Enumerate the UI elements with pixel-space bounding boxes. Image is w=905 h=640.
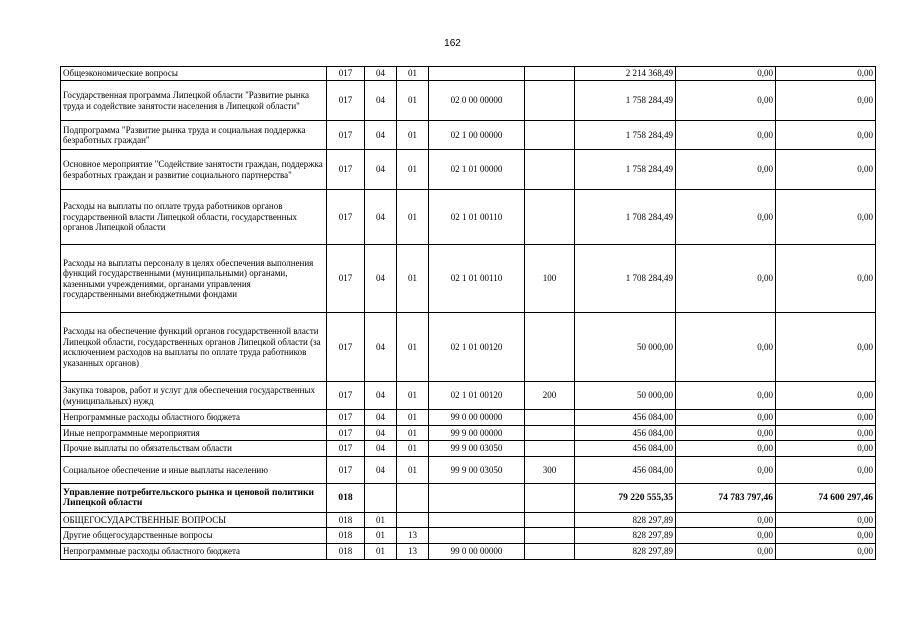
cell-target-article: 02 0 00 00000: [429, 81, 525, 121]
cell-sum-2: 0,00: [676, 150, 776, 190]
cell-sum-3: 0,00: [776, 150, 876, 190]
cell-ved-code: 017: [327, 410, 365, 426]
cell-sum-1: 1 708 284,49: [575, 245, 676, 313]
cell-sum-3: 0,00: [776, 313, 876, 382]
table-row: [61, 484, 876, 513]
cell-sum-3: 0,00: [776, 426, 876, 441]
cell-target-article: 02 1 01 00120: [429, 313, 525, 382]
table-row: [61, 67, 876, 81]
cell-name: Подпрограмма "Развитие рынка труда и социальная поддержка безработных граждан": [61, 121, 327, 150]
cell-section-code: 04: [365, 121, 397, 150]
cell-target-article: 02 1 01 00120: [429, 382, 525, 410]
cell-sum-2: 0,00: [676, 245, 776, 313]
cell-ved-code: 017: [327, 121, 365, 150]
table-row: [61, 441, 876, 457]
cell-expense-type: [525, 544, 575, 560]
cell-sum-2: 0,00: [676, 410, 776, 426]
cell-name: Управление потребительского рынка и ценовой политики Липецкой области: [61, 484, 327, 513]
cell-section-code: [365, 484, 397, 513]
table-row: [61, 245, 876, 313]
table-row: [61, 513, 876, 528]
cell-subsection-code: 01: [397, 426, 429, 441]
cell-sum-1: 828 297,89: [575, 513, 676, 528]
cell-sum-3: 0,00: [776, 121, 876, 150]
cell-sum-2: 0,00: [676, 513, 776, 528]
cell-sum-1: 1 708 284,49: [575, 190, 676, 245]
cell-ved-code: 017: [327, 441, 365, 457]
cell-sum-1: 50 000,00: [575, 313, 676, 382]
cell-sum-1: 456 084,00: [575, 457, 676, 484]
cell-name: Другие общегосударственные вопросы: [61, 528, 327, 544]
cell-sum-1: 456 084,00: [575, 410, 676, 426]
cell-subsection-code: 01: [397, 382, 429, 410]
cell-target-article: 02 1 01 00000: [429, 150, 525, 190]
cell-name: Расходы на выплаты персоналу в целях обеспечения выполнения функций государственными (муниципальными) органами, казенными учреждениями, органами управления государственными внебюджетными фондами: [61, 245, 327, 313]
cell-subsection-code: 01: [397, 81, 429, 121]
cell-expense-type: [525, 81, 575, 121]
cell-subsection-code: 01: [397, 441, 429, 457]
cell-expense-type: [525, 513, 575, 528]
cell-subsection-code: 01: [397, 245, 429, 313]
cell-section-code: 01: [365, 528, 397, 544]
cell-target-article: 99 9 00 03050: [429, 441, 525, 457]
cell-section-code: 04: [365, 426, 397, 441]
cell-target-article: [429, 484, 525, 513]
cell-sum-2: 0,00: [676, 426, 776, 441]
cell-expense-type: [525, 426, 575, 441]
cell-sum-2: 0,00: [676, 67, 776, 81]
cell-sum-1: 2 214 368,49: [575, 67, 676, 81]
cell-sum-1: 79 220 555,35: [575, 484, 676, 513]
cell-expense-type: 300: [525, 457, 575, 484]
cell-section-code: 04: [365, 457, 397, 484]
cell-name: Государственная программа Липецкой области "Развитие рынка труда и содействие занятости населения в Липецкой области": [61, 81, 327, 121]
cell-sum-1: 828 297,89: [575, 528, 676, 544]
cell-subsection-code: 13: [397, 528, 429, 544]
cell-expense-type: [525, 67, 575, 81]
cell-expense-type: [525, 150, 575, 190]
cell-section-code: 04: [365, 150, 397, 190]
cell-sum-1: 456 084,00: [575, 441, 676, 457]
cell-name: Прочие выплаты по обязательствам области: [61, 441, 327, 457]
cell-name: Непрограммные расходы областного бюджета: [61, 410, 327, 426]
cell-sum-3: 0,00: [776, 67, 876, 81]
cell-ved-code: 017: [327, 313, 365, 382]
cell-expense-type: [525, 190, 575, 245]
cell-section-code: 04: [365, 190, 397, 245]
cell-expense-type: [525, 121, 575, 150]
cell-subsection-code: 01: [397, 150, 429, 190]
cell-sum-1: 828 297,89: [575, 544, 676, 560]
cell-section-code: 04: [365, 382, 397, 410]
cell-section-code: 04: [365, 81, 397, 121]
table-row: [61, 81, 876, 121]
cell-sum-2: 0,00: [676, 457, 776, 484]
cell-sum-2: 0,00: [676, 544, 776, 560]
cell-sum-2: 0,00: [676, 81, 776, 121]
cell-expense-type: [525, 410, 575, 426]
cell-target-article: 99 0 00 00000: [429, 410, 525, 426]
cell-section-code: 01: [365, 544, 397, 560]
cell-subsection-code: 01: [397, 457, 429, 484]
cell-sum-1: 456 084,00: [575, 426, 676, 441]
cell-sum-2: 0,00: [676, 382, 776, 410]
cell-name: Непрограммные расходы областного бюджета: [61, 544, 327, 560]
cell-name: Основное мероприятие "Содействие занятости граждан, поддержка безработных граждан и развитие социального партнерства": [61, 150, 327, 190]
cell-expense-type: [525, 441, 575, 457]
cell-subsection-code: 01: [397, 121, 429, 150]
cell-ved-code: 017: [327, 190, 365, 245]
cell-target-article: [429, 528, 525, 544]
table-row: [61, 121, 876, 150]
cell-section-code: 04: [365, 410, 397, 426]
cell-section-code: 04: [365, 441, 397, 457]
cell-sum-2: 0,00: [676, 528, 776, 544]
cell-sum-3: 0,00: [776, 81, 876, 121]
cell-sum-1: 1 758 284,49: [575, 150, 676, 190]
cell-ved-code: 017: [327, 382, 365, 410]
cell-sum-1: 1 758 284,49: [575, 121, 676, 150]
table-row: [61, 150, 876, 190]
cell-subsection-code: [397, 484, 429, 513]
cell-name: ОБЩЕГОСУДАРСТВЕННЫЕ ВОПРОСЫ: [61, 513, 327, 528]
cell-sum-3: 0,00: [776, 245, 876, 313]
table-row: [61, 313, 876, 382]
cell-ved-code: 017: [327, 67, 365, 81]
table-row: [61, 457, 876, 484]
cell-expense-type: [525, 313, 575, 382]
cell-sum-3: 0,00: [776, 190, 876, 245]
cell-expense-type: [525, 484, 575, 513]
cell-sum-3: 0,00: [776, 410, 876, 426]
cell-name: Иные непрограммные мероприятия: [61, 426, 327, 441]
cell-expense-type: 100: [525, 245, 575, 313]
cell-name: Социальное обеспечение и иные выплаты населению: [61, 457, 327, 484]
cell-sum-3: 0,00: [776, 528, 876, 544]
cell-name: Расходы на обеспечение функций органов государственной власти Липецкой области, государственных органов Липецкой области (за исключением расходов на выплаты по оплате труда работников указанных органов): [61, 313, 327, 382]
cell-expense-type: [525, 528, 575, 544]
budget-table-body: [61, 67, 876, 560]
cell-ved-code: 017: [327, 150, 365, 190]
cell-section-code: 04: [365, 245, 397, 313]
cell-name: Закупка товаров, работ и услуг для обеспечения государственных (муниципальных) нужд: [61, 382, 327, 410]
cell-subsection-code: 01: [397, 190, 429, 245]
cell-ved-code: 017: [327, 81, 365, 121]
cell-sum-3: 0,00: [776, 457, 876, 484]
cell-subsection-code: 01: [397, 313, 429, 382]
cell-section-code: 04: [365, 67, 397, 81]
cell-sum-2: 0,00: [676, 313, 776, 382]
cell-ved-code: 018: [327, 528, 365, 544]
cell-sum-2: 0,00: [676, 121, 776, 150]
cell-sum-3: 0,00: [776, 382, 876, 410]
cell-subsection-code: 01: [397, 410, 429, 426]
cell-target-article: 02 1 01 00110: [429, 245, 525, 313]
table-row: [61, 426, 876, 441]
cell-sum-1: 50 000,00: [575, 382, 676, 410]
cell-ved-code: 018: [327, 513, 365, 528]
cell-ved-code: 017: [327, 457, 365, 484]
cell-target-article: [429, 513, 525, 528]
cell-sum-2: 0,00: [676, 441, 776, 457]
cell-section-code: 04: [365, 313, 397, 382]
cell-section-code: 01: [365, 513, 397, 528]
cell-ved-code: 017: [327, 245, 365, 313]
cell-target-article: 02 1 01 00110: [429, 190, 525, 245]
cell-subsection-code: 01: [397, 67, 429, 81]
cell-ved-code: 018: [327, 544, 365, 560]
cell-target-article: 99 9 00 03050: [429, 457, 525, 484]
cell-sum-3: 0,00: [776, 544, 876, 560]
cell-target-article: [429, 67, 525, 81]
cell-expense-type: 200: [525, 382, 575, 410]
table-row: [61, 528, 876, 544]
table-row: [61, 190, 876, 245]
cell-sum-3: 74 600 297,46: [776, 484, 876, 513]
page-number: 162: [444, 38, 461, 49]
cell-ved-code: 018: [327, 484, 365, 513]
cell-sum-2: 74 783 797,46: [676, 484, 776, 513]
budget-table: [60, 66, 876, 560]
cell-subsection-code: 13: [397, 544, 429, 560]
table-row: [61, 382, 876, 410]
cell-sum-3: 0,00: [776, 441, 876, 457]
cell-sum-3: 0,00: [776, 513, 876, 528]
table-row: [61, 544, 876, 560]
cell-sum-2: 0,00: [676, 190, 776, 245]
cell-sum-1: 1 758 284,49: [575, 81, 676, 121]
cell-ved-code: 017: [327, 426, 365, 441]
cell-name: Расходы на выплаты по оплате труда работников органов государственной власти Липецкой области, государственных органов Липецкой области: [61, 190, 327, 245]
cell-target-article: 99 9 00 00000: [429, 426, 525, 441]
cell-target-article: 99 0 00 00000: [429, 544, 525, 560]
cell-target-article: 02 1 00 00000: [429, 121, 525, 150]
cell-name: Общеэкономические вопросы: [61, 67, 327, 81]
cell-subsection-code: [397, 513, 429, 528]
table-row: [61, 410, 876, 426]
